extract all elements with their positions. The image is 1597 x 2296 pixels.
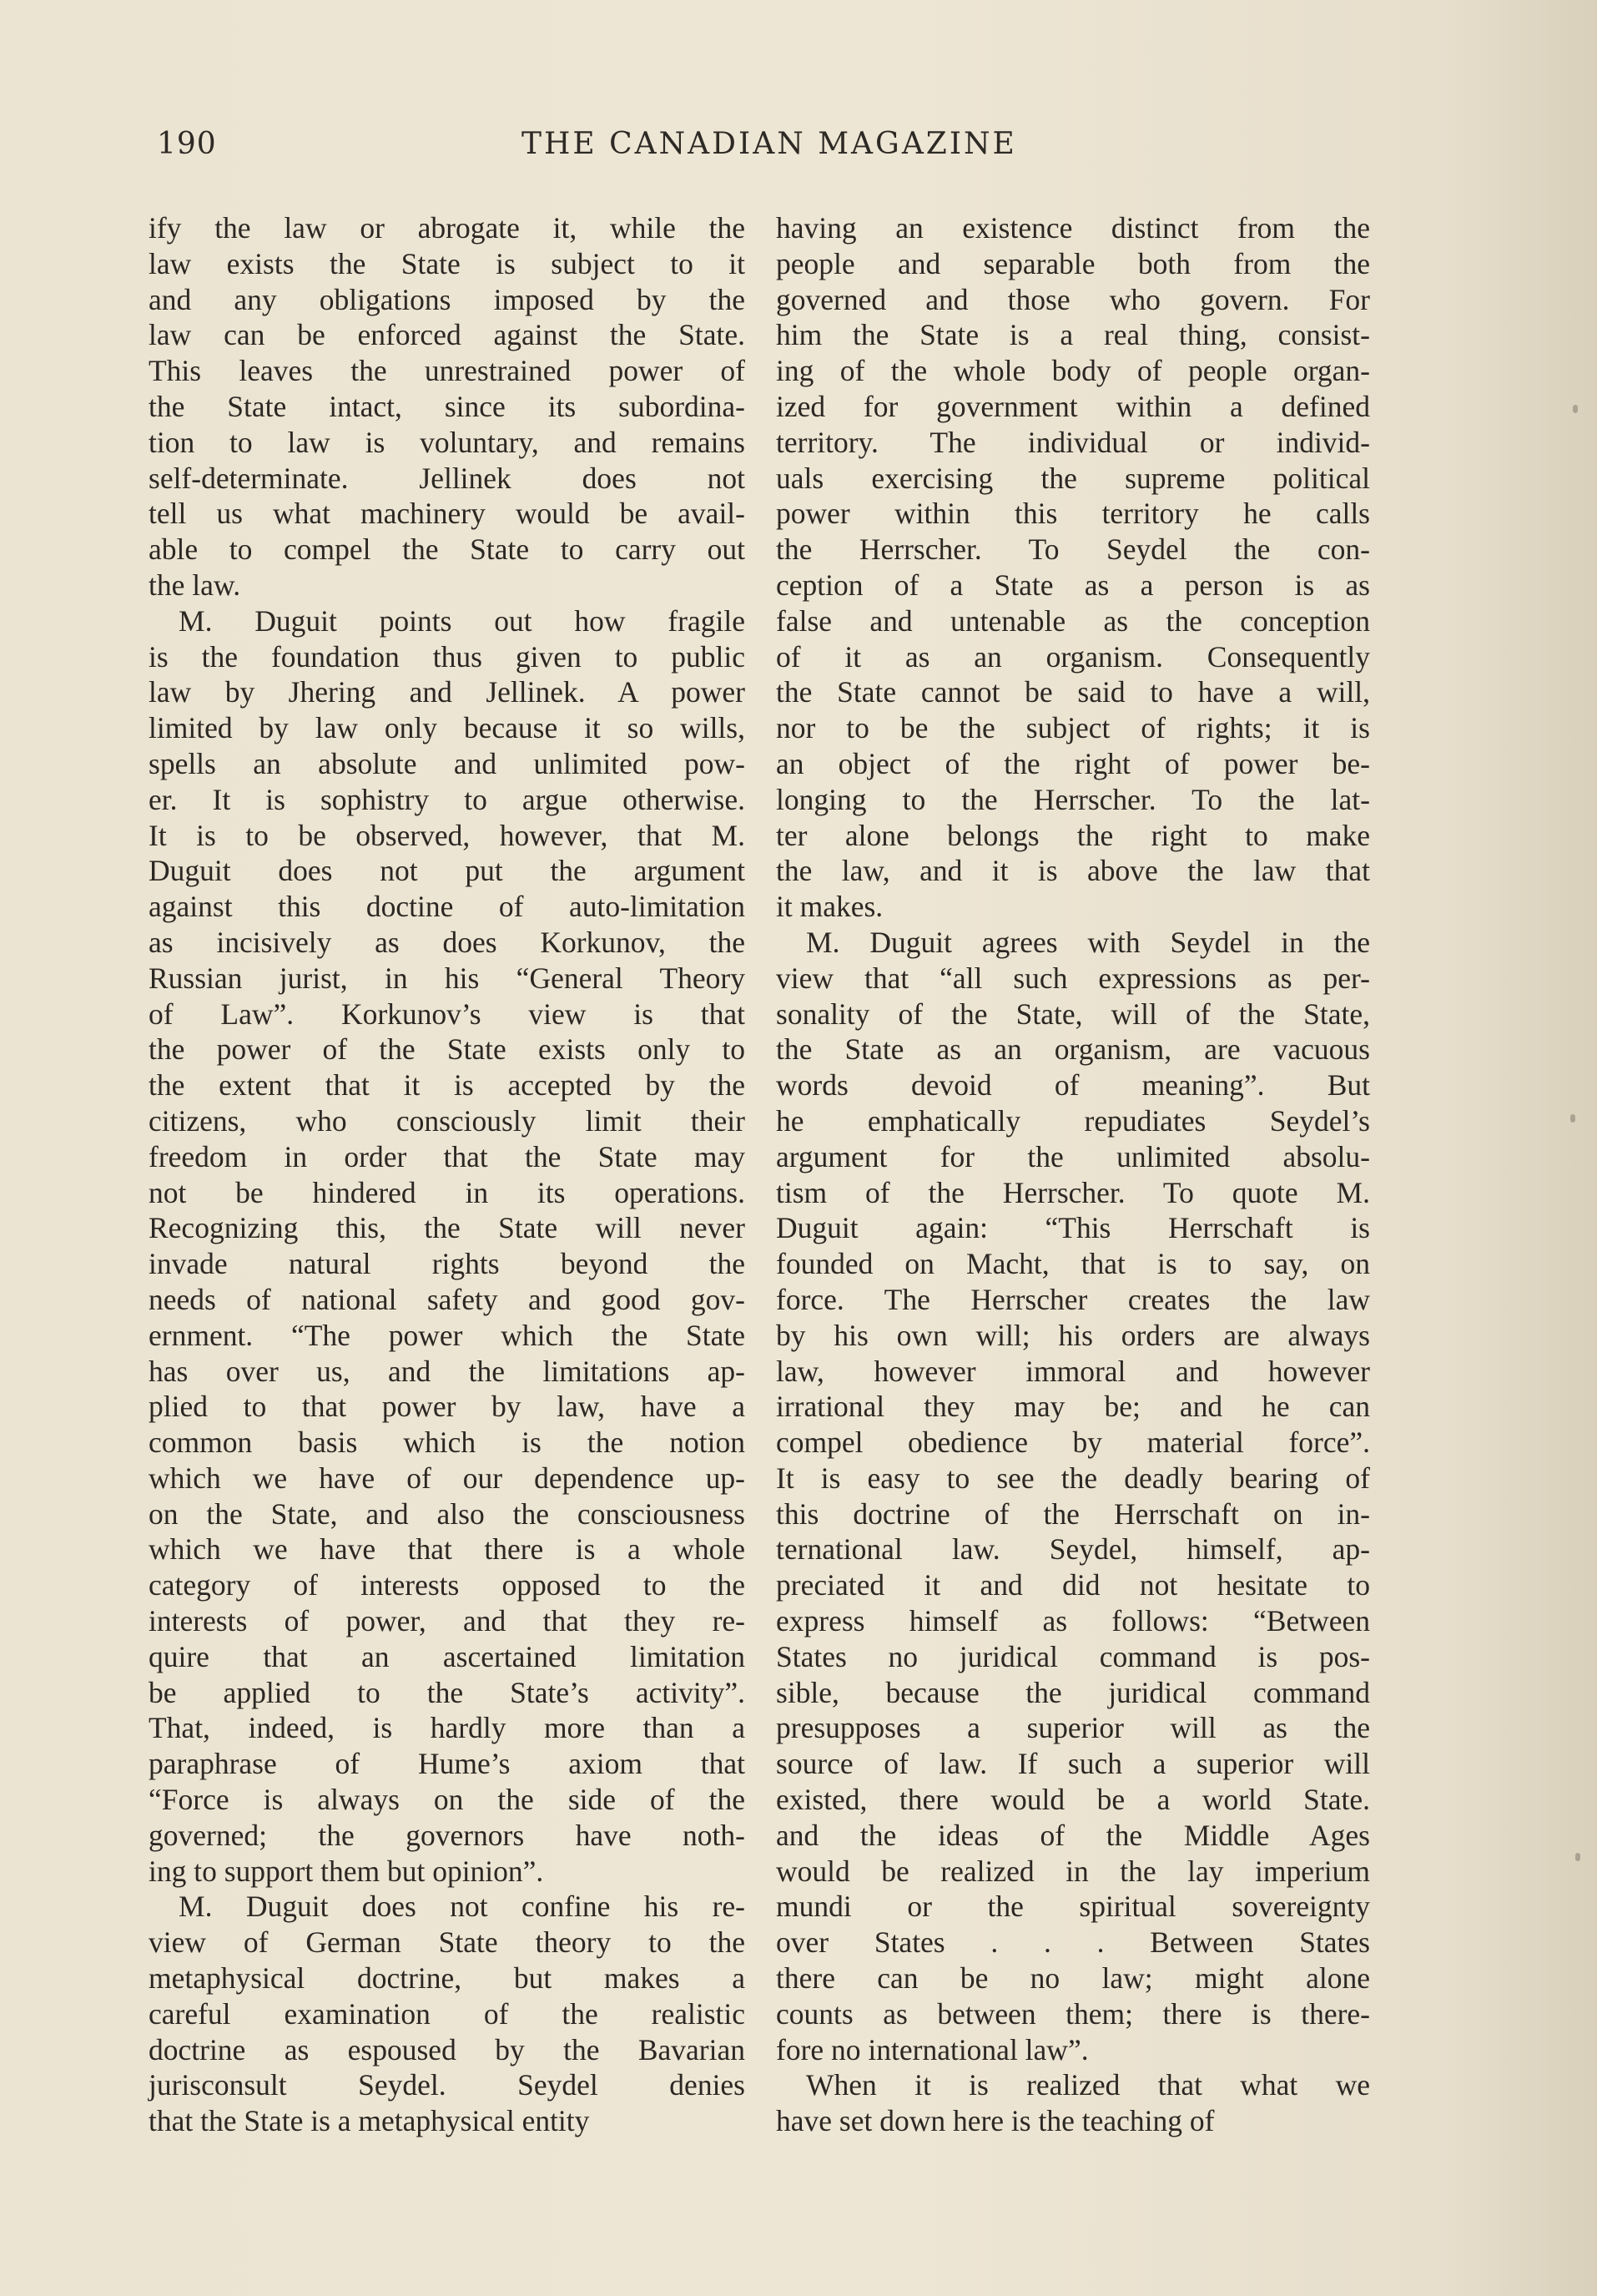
text-line: not be hindered in its operations. — [149, 1175, 745, 1209]
text-line: When it is realized that what we — [806, 2068, 1370, 2102]
text-line: by his own will; his orders are always — [776, 1318, 1370, 1352]
text-line: jurisconsult Seydel. Seydel denies — [149, 2068, 745, 2102]
text-line: the State as an organism, are vacuous — [776, 1032, 1370, 1067]
text-line: ing to support them but opinion”. — [149, 1854, 544, 1888]
text-line: Recognizing this, the State will never — [149, 1211, 745, 1245]
page-number: 190 — [157, 127, 217, 161]
text-line: the Herrscher. To Seydel the con- — [776, 532, 1370, 567]
text-line: tism of the Herrscher. To quote M. — [776, 1175, 1370, 1209]
page-edge-mark — [1573, 405, 1578, 413]
text-line: category of interests opposed to the — [149, 1568, 745, 1602]
text-line: the law. — [149, 568, 241, 602]
text-line: the power of the State exists only to — [149, 1032, 745, 1067]
text-line: is the foundation thus given to public — [149, 639, 745, 674]
text-line: law exists the State is subject to it — [149, 246, 745, 280]
text-line: “Force is always on the side of the — [149, 1783, 745, 1817]
text-line: would be realized in the lay imperium — [776, 1854, 1370, 1888]
text-line: This leaves the unrestrained power of — [149, 354, 745, 388]
text-line: counts as between them; there is there- — [776, 1996, 1370, 2031]
text-line: needs of national safety and good gov- — [149, 1282, 745, 1316]
text-line: preciated it and did not hesitate to — [776, 1568, 1370, 1602]
text-line: States no juridical command is pos- — [776, 1639, 1370, 1673]
text-line: of it as an organism. Consequently — [776, 639, 1370, 674]
text-line: self-determinate. Jellinek does not — [149, 461, 745, 495]
text-line: this doctrine of the Herrschaft on in- — [776, 1496, 1370, 1531]
text-line: ter alone belongs the right to make — [776, 818, 1370, 852]
text-line: on the State, and also the consciousness — [149, 1496, 745, 1531]
text-line: longing to the Herrscher. To the lat- — [776, 782, 1370, 816]
text-line: law by Jhering and Jellinek. A power — [149, 675, 745, 709]
text-line: limited by law only because it so wills, — [149, 711, 745, 745]
page-edge-mark — [1575, 1853, 1580, 1861]
text-line: of Law”. Korkunov’s view is that — [149, 997, 745, 1031]
text-line: nor to be the subject of rights; it is — [776, 711, 1370, 745]
text-line: source of law. If such a superior will — [776, 1747, 1370, 1781]
text-line: him the State is a real thing, consist- — [776, 318, 1370, 352]
text-line: there can be no law; might alone — [776, 1961, 1370, 1996]
text-line: be applied to the State’s activity”. — [149, 1675, 745, 1709]
page-edge-mark — [1570, 1114, 1575, 1123]
text-line: careful examination of the realistic — [149, 1996, 745, 2031]
text-line: sible, because the juridical command — [776, 1675, 1370, 1709]
text-line: as incisively as does Korkunov, the — [149, 925, 745, 959]
text-line: spells an absolute and unlimited pow- — [149, 746, 745, 780]
text-line: argument for the unlimited absolu- — [776, 1139, 1370, 1173]
text-line: has over us, and the limitations ap- — [149, 1354, 745, 1388]
text-line: It is to be observed, however, that M. — [149, 818, 745, 852]
text-line: interests of power, and that they re- — [149, 1604, 745, 1638]
text-line: freedom in order that the State may — [149, 1139, 745, 1173]
text-line: M. Duguit does not confine his re- — [179, 1890, 745, 1924]
text-line: which we have that there is a whole — [149, 1532, 745, 1567]
text-line: tion to law is voluntary, and remains — [149, 425, 745, 459]
text-line: ized for government within a defined — [776, 389, 1370, 423]
text-line: words devoid of meaning”. But — [776, 1068, 1370, 1103]
text-line: invade natural rights beyond the — [149, 1247, 745, 1281]
text-line: and the ideas of the Middle Ages — [776, 1818, 1370, 1852]
text-line: force. The Herrscher creates the law — [776, 1282, 1370, 1316]
left-column — [149, 210, 745, 2139]
text-line: paraphrase of Hume’s axiom that — [149, 1747, 745, 1781]
text-line: power within this territory he calls — [776, 497, 1370, 531]
text-line: quire that an ascertained limitation — [149, 1639, 745, 1673]
text-line: law can be enforced against the State. — [149, 318, 745, 352]
text-line: that the State is a metaphysical entity — [149, 2104, 590, 2138]
text-line: have set down here is the teaching of — [776, 2104, 1215, 2138]
text-line: It is easy to see the deadly bearing of — [776, 1461, 1370, 1495]
text-line: mundi or the spiritual sovereignty — [776, 1890, 1370, 1924]
text-line: the extent that it is accepted by the — [149, 1068, 745, 1103]
text-line: common basis which is the notion — [149, 1426, 745, 1460]
text-line: against this doctine of auto-limitation — [149, 890, 745, 924]
text-line: people and separable both from the — [776, 246, 1370, 280]
text-line: M. Duguit points out how fragile — [179, 603, 745, 638]
text-line: ify the law or abrogate it, while the — [149, 211, 745, 245]
text-line: over States . . . Between States — [776, 1925, 1370, 1960]
text-line: citizens, who consciously limit their — [149, 1103, 745, 1138]
text-line: founded on Macht, that is to say, on — [776, 1247, 1370, 1281]
text-line: an object of the right of power be- — [776, 746, 1370, 780]
text-line: which we have of our dependence up- — [149, 1461, 745, 1495]
text-line: false and untenable as the conception — [776, 603, 1370, 638]
text-line: view that “all such expressions as per- — [776, 961, 1370, 995]
text-line: That, indeed, is hardly more than a — [149, 1711, 745, 1745]
text-line: sonality of the State, will of the State, — [776, 997, 1370, 1031]
text-line: ing of the whole body of people organ- — [776, 354, 1370, 388]
right-column — [776, 210, 1370, 2139]
text-line: uals exercising the supreme political — [776, 461, 1370, 495]
text-line: express himself as follows: “Between — [776, 1604, 1370, 1638]
text-line: presupposes a superior will as the — [776, 1711, 1370, 1745]
text-line: ternational law. Seydel, himself, ap- — [776, 1532, 1370, 1567]
text-line: the State cannot be said to have a will, — [776, 675, 1370, 709]
text-line: Russian jurist, in his “General Theory — [149, 961, 745, 995]
text-line: view of German State theory to the — [149, 1925, 745, 1960]
text-line: law, however immoral and however — [776, 1354, 1370, 1388]
text-line: having an existence distinct from the — [776, 211, 1370, 245]
text-line: able to compel the State to carry out — [149, 532, 745, 567]
text-line: and any obligations imposed by the — [149, 282, 745, 316]
text-line: ernment. “The power which the State — [149, 1318, 745, 1352]
text-line: governed; the governors have noth- — [149, 1818, 745, 1852]
text-line: Duguit does not put the argument — [149, 854, 745, 888]
text-line: M. Duguit agrees with Seydel in the — [806, 925, 1370, 959]
text-line: fore no international law”. — [776, 2032, 1089, 2066]
text-line: compel obedience by material force”. — [776, 1426, 1370, 1460]
text-line: governed and those who govern. For — [776, 282, 1370, 316]
magazine-title: THE CANADIAN MAGAZINE — [521, 127, 1017, 161]
text-line: ception of a State as a person is as — [776, 568, 1370, 602]
text-line: doctrine as espoused by the Bavarian — [149, 2032, 745, 2066]
text-line: tell us what machinery would be avail- — [149, 497, 745, 531]
text-line: metaphysical doctrine, but makes a — [149, 1961, 745, 1996]
text-line: Duguit again: “This Herrschaft is — [776, 1211, 1370, 1245]
text-line: territory. The individual or individ- — [776, 425, 1370, 459]
text-line: irrational they may be; and he can — [776, 1390, 1370, 1424]
text-line: it makes. — [776, 890, 884, 924]
text-line: the law, and it is above the law that — [776, 854, 1370, 888]
text-line: the State intact, since its subordina- — [149, 389, 745, 423]
text-line: plied to that power by law, have a — [149, 1390, 745, 1424]
running-head — [157, 127, 1030, 169]
text-line: he emphatically repudiates Seydel’s — [776, 1103, 1370, 1138]
text-line: er. It is sophistry to argue otherwise. — [149, 782, 745, 816]
text-line: existed, there would be a world State. — [776, 1783, 1370, 1817]
